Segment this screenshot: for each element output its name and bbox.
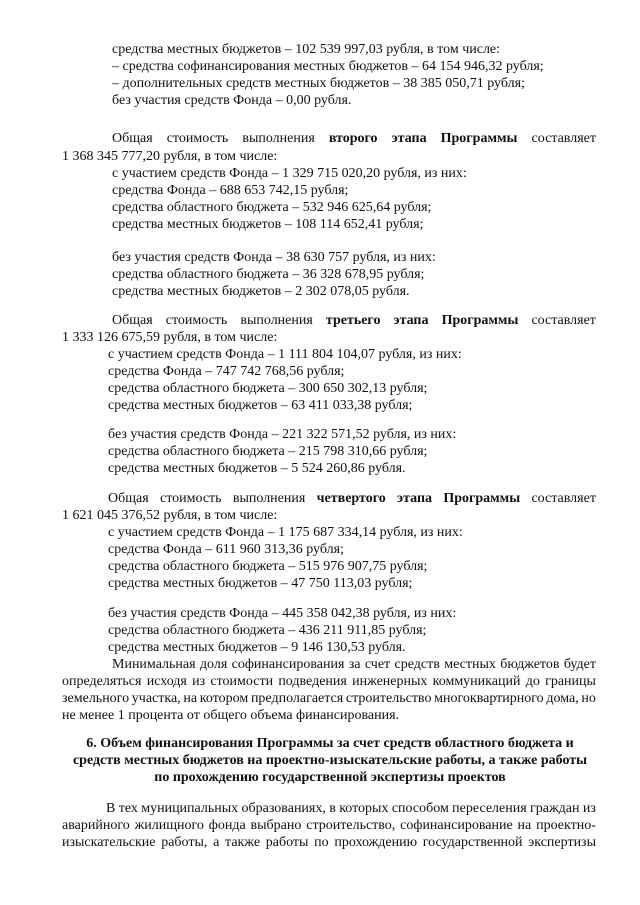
stage2-regional: средства областного бюджета – 532 946 625,64 рубля; [112, 200, 432, 215]
final-para-line-3: изыскательские работы, а также работы по прохождению государственной экспертизы [62, 835, 596, 850]
stage3-regional: средства областного бюджета – 300 650 302,13 рубля; [108, 381, 428, 396]
stage3-total: 1 333 126 675,59 рубля, в том числе: [62, 330, 278, 345]
stage3-intro-line: Общая стоимость выполнения третьего этапа Программы составляет [112, 313, 596, 328]
stage2-without-fund: без участия средств Фонда – 38 630 757 рубля, из них: [112, 250, 436, 265]
stage3-local-2: средства местных бюджетов – 5 524 260,86 рубля. [108, 461, 406, 476]
section-6-heading-line-3: по прохождению государственной экспертизы проектов [154, 770, 506, 785]
section-6-heading-line-1: 6. Объем финансирования Программы за счет средств областного бюджета и [86, 736, 574, 751]
stage4-total: 1 621 045 376,52 рубля, в том числе: [62, 508, 278, 523]
stage4-regional: средства областного бюджета – 515 976 907,75 рубля; [108, 559, 428, 574]
stage3-regional-2: средства областного бюджета – 215 798 310,66 рубля; [108, 444, 428, 459]
final-para-line-2: аварийного жилищного фонда выбрано строительство, софинансирование на проектно- [62, 818, 596, 833]
stage4-without-fund: без участия средств Фонда – 445 358 042,38 рубля, из них: [108, 606, 457, 621]
stage4-local: средства местных бюджетов – 47 750 113,03 рубля; [108, 576, 413, 591]
stage2-intro-line: Общая стоимость выполнения второго этапа Программы составляет [112, 131, 596, 146]
section-6-heading-line-2: средств местных бюджетов на проектно-изыскательские работы, а также работы [72, 753, 588, 768]
stage3-without-fund: без участия средств Фонда – 221 322 571,52 рубля, из них: [108, 427, 457, 442]
final-para-line-1: В тех муниципальных образованиях, в которых способом переселения граждан из [106, 801, 596, 816]
min-share-line-1: Минимальная доля софинансирования за счет средств местных бюджетов будет [112, 657, 596, 672]
stage3-local: средства местных бюджетов – 63 411 033,38 рубля; [108, 398, 413, 413]
stage2-regional-2: средства областного бюджета – 36 328 678,95 рубля; [112, 267, 425, 282]
stage2-local-2: средства местных бюджетов – 2 302 078,05 рубля. [112, 284, 410, 299]
stage2-fund: средства Фонда – 688 653 742,15 рубля; [112, 183, 349, 198]
stage1-cofinancing-line: – средства софинансирования местных бюджетов – 64 154 946,32 рубля; [112, 59, 544, 74]
stage1-local-budget-line: средства местных бюджетов – 102 539 997,03 рубля, в том числе: [112, 42, 501, 57]
stage4-intro-line: Общая стоимость выполнения четвертого этапа Программы составляет [108, 491, 596, 506]
stage1-additional-line: – дополнительных средств местных бюджетов – 38 385 050,71 рубля; [112, 76, 525, 91]
stage4-regional-2: средства областного бюджета – 436 211 911,85 рубля; [108, 623, 427, 638]
stage3-with-fund: с участием средств Фонда – 1 111 804 104,07 рубля, из них: [108, 347, 462, 362]
stage2-local: средства местных бюджетов – 108 114 652,41 рубля; [112, 217, 424, 232]
min-share-line-4: не менее 1 процента от общего объема финансирования. [62, 708, 400, 723]
stage4-with-fund: с участием средств Фонда – 1 175 687 334,14 рубля, из них: [108, 525, 463, 540]
stage1-no-fund-line: без участия средств Фонда – 0,00 рубля. [112, 93, 352, 108]
min-share-line-3: земельного участка, на котором предполагается строительство многоквартирного дома, но [62, 691, 596, 706]
stage4-local-2: средства местных бюджетов – 9 146 130,53 рубля. [108, 640, 406, 655]
min-share-line-2: определяться исходя из стоимости подведения инженерных коммуникаций до границы [62, 674, 596, 689]
stage2-total: 1 368 345 777,20 рубля, в том числе: [62, 149, 278, 164]
stage2-with-fund: с участием средств Фонда – 1 329 715 020,20 рубля, из них: [112, 166, 467, 181]
stage4-fund: средства Фонда – 611 960 313,36 рубля; [108, 542, 344, 557]
stage3-fund: средства Фонда – 747 742 768,56 рубля; [108, 364, 345, 379]
